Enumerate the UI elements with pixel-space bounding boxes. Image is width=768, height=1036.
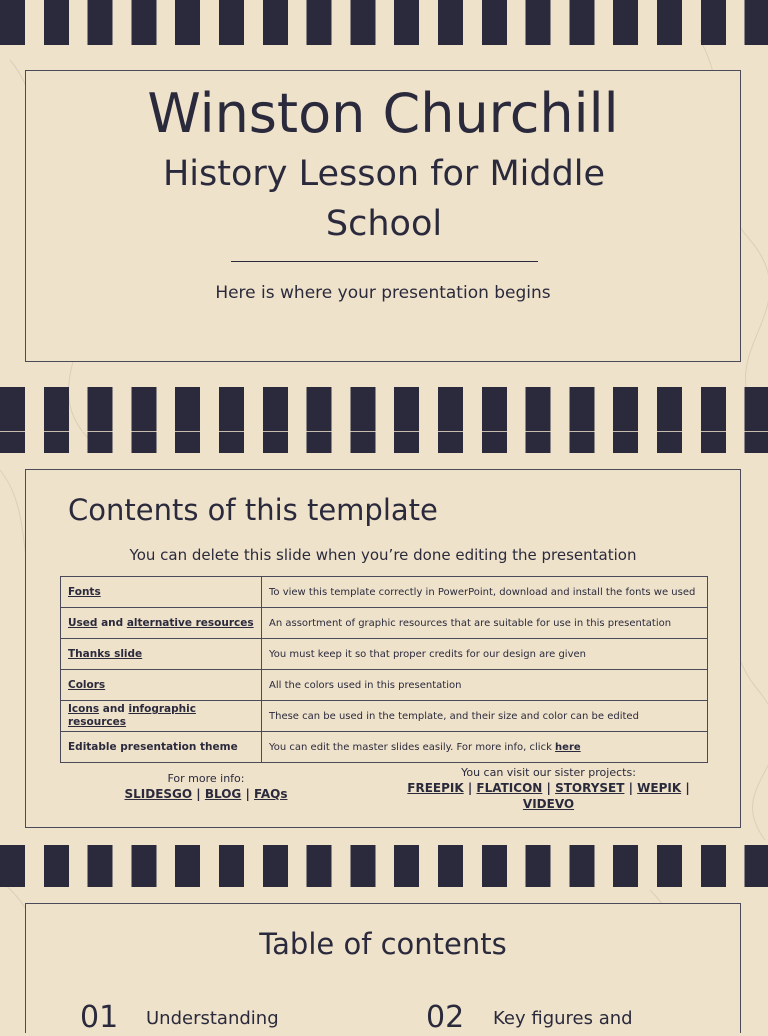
row-description: To view this template correctly in PowerPoint, download and install the fonts we used	[262, 577, 708, 608]
row-label	[61, 639, 262, 670]
row-description: All the colors used in this presentation	[262, 670, 708, 701]
table-row	[61, 670, 708, 701]
row-description: An assortment of graphic resources that are suitable for use in this presentation	[262, 608, 708, 639]
title-slide	[25, 70, 741, 362]
more-info-links	[106, 786, 306, 802]
table-row	[61, 577, 708, 608]
table-of-contents-slide	[25, 903, 741, 1033]
contents-slide	[25, 469, 741, 828]
fonts-link[interactable]: Fonts	[68, 585, 101, 598]
here-link[interactable]: here	[555, 741, 581, 753]
sister-projects-caption: You can visit our sister projects:	[461, 766, 636, 779]
more-info-block	[106, 772, 306, 802]
row-description: These can be used in the template, and their size and color can be edited	[262, 701, 708, 732]
blog-link[interactable]: BLOG	[204, 787, 242, 801]
table-row	[61, 608, 708, 639]
row-label-conjunction: and	[97, 616, 127, 629]
bottom-film-stripe	[0, 845, 768, 887]
flaticon-link[interactable]: FLATICON	[476, 781, 543, 795]
link-separator: |	[241, 787, 255, 801]
link-separator: |	[542, 781, 556, 795]
toc-item-label: Understanding	[146, 1008, 279, 1029]
alternative-resources-link[interactable]: alternative resources	[126, 616, 254, 629]
row-description	[262, 732, 708, 763]
title-divider	[231, 261, 538, 262]
storyset-link[interactable]: STORYSET	[555, 781, 625, 795]
presentation-tagline: Here is where your presentation begins	[215, 283, 551, 303]
sister-projects-block	[386, 766, 711, 812]
sister-projects-links	[386, 780, 711, 812]
videvo-link[interactable]: VIDEVO	[522, 797, 575, 811]
used-resources-link[interactable]: Used	[68, 616, 98, 629]
faqs-link[interactable]: FAQs	[254, 787, 288, 801]
row-label-conjunction: and	[99, 703, 129, 715]
toc-item-number: 01	[80, 1000, 119, 1035]
presentation-subtitle: History Lesson for Middle School	[162, 154, 606, 244]
row-label: Editable presentation theme	[61, 732, 262, 763]
toc-item-label: Key figures and	[493, 1008, 633, 1029]
wepik-link[interactable]: WEPIK	[637, 781, 682, 795]
infographic-resources-link[interactable]: infographic resources	[68, 703, 196, 728]
row-label	[61, 608, 262, 639]
more-info-caption: For more info:	[167, 772, 245, 785]
resources-table	[60, 576, 708, 763]
table-row	[61, 732, 708, 763]
colors-link[interactable]: Colors	[68, 678, 106, 691]
link-separator: |	[624, 781, 638, 795]
freepik-link[interactable]: FREEPIK	[407, 781, 464, 795]
top-film-stripe	[0, 0, 768, 45]
toc-title: Table of contents	[259, 927, 507, 961]
link-separator: |	[463, 781, 477, 795]
toc-item-number: 02	[426, 1000, 465, 1035]
row-description: You must keep it so that proper credits for our design are given	[262, 639, 708, 670]
contents-title: Contents of this template	[68, 493, 438, 527]
row-label	[61, 701, 262, 732]
slidesgo-link[interactable]: SLIDESGO	[124, 787, 193, 801]
link-separator: |	[192, 787, 205, 801]
row-description-text: You can edit the master slides easily. For more info, click	[269, 741, 556, 753]
thanks-slide-link[interactable]: Thanks slide	[68, 647, 143, 660]
middle-film-stripe	[0, 387, 768, 453]
link-separator: |	[681, 781, 690, 795]
row-label	[61, 670, 262, 701]
contents-subtitle: You can delete this slide when you’re done editing the presentation	[129, 546, 637, 564]
icons-link[interactable]: Icons	[68, 703, 100, 715]
row-label	[61, 577, 262, 608]
middle-stripe-divider	[0, 431, 768, 432]
presentation-title: Winston Churchill	[147, 82, 619, 145]
table-row	[61, 639, 708, 670]
table-row	[61, 701, 708, 732]
